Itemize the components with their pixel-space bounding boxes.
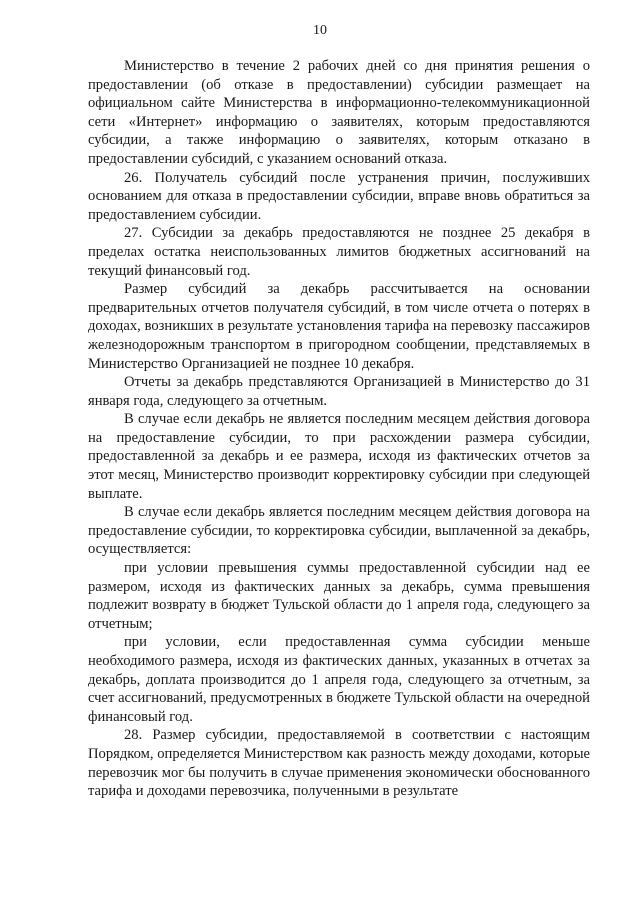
paragraph-december-size: Размер субсидий за декабрь рассчитывается на основании предварительных отчетов получателя субсидий, в том числе отчета о потерях в доходах, возникших в результате установления тарифа на перевозку пассажиров железнодорожным транспортом в пригородном сообщении, представляемых в Министерство Организацией не позднее 10 декабря. bbox=[88, 281, 590, 372]
paragraph-not-last-month: В случае если декабрь не является последним месяцем действия договора на предоставление субсидии, то при расхождении размера субсидии, предоставленной за декабрь и ее размера, исходя из фактических отчетов за этот месяц, Министерство производит корректировку субсидии при следующей выплате. bbox=[88, 411, 590, 502]
paragraph-shortfall-payment: при условии, если предоставленная сумма субсидии меньше необходимого размера, исходя из фактических данных, указанных в отчетах за декабрь, доплата производится до 1 апреля года, следующего за отчетным, за счет ассигнований, предусмотренных в бюджете Тульской области на очередной финансовый год. bbox=[88, 634, 590, 725]
paragraph-27: 27. Субсидии за декабрь предоставляются не позднее 25 декабря в пределах остатка неиспользованных лимитов бюджетных ассигнований на текущий финансовый год. bbox=[88, 225, 590, 279]
paragraph-december-reports: Отчеты за декабрь представляются Организацией в Министерство до 31 января года, следующего за отчетным. bbox=[88, 374, 590, 409]
paragraph-26: 26. Получатель субсидий после устранения причин, послуживших основанием для отказа в предоставлении субсидии, вправе вновь обратиться за предоставлением субсидии. bbox=[88, 169, 590, 223]
document-body bbox=[88, 57, 590, 801]
paragraph-excess-return: при условии превышения суммы предоставленной субсидии над ее размером, исходя из фактических данных за декабрь, сумма превышения подлежит возврату в бюджет Тульской области до 1 апреля года, следующего за отчетным; bbox=[88, 560, 590, 632]
page-number: 10 bbox=[313, 23, 327, 38]
paragraph-last-month: В случае если декабрь является последним месяцем действия договора на предоставление субсидии, то корректировка субсидии, выплаченной за декабрь, осуществляется: bbox=[88, 504, 590, 558]
paragraph-ministry-publication: Министерство в течение 2 рабочих дней со дня принятия решения о предоставлении (об отказе в предоставлении) субсидии размещает на официальном сайте Министерства в информационно-телекоммуникационной сети «Интернет» информацию о заявителях, которым предоставляются субсидии, а также информацию о заявителях, которым отказано в предоставлении субсидий, с указанием оснований отказа. bbox=[88, 58, 590, 167]
paragraph-28: 28. Размер субсидии, предоставляемой в соответствии с настоящим Порядком, определяется Министерством как разность между доходами, которые перевозчик мог бы получить в случае применения экономически обоснованного тарифа и доходами перевозчика, полученными в результате bbox=[88, 727, 590, 800]
